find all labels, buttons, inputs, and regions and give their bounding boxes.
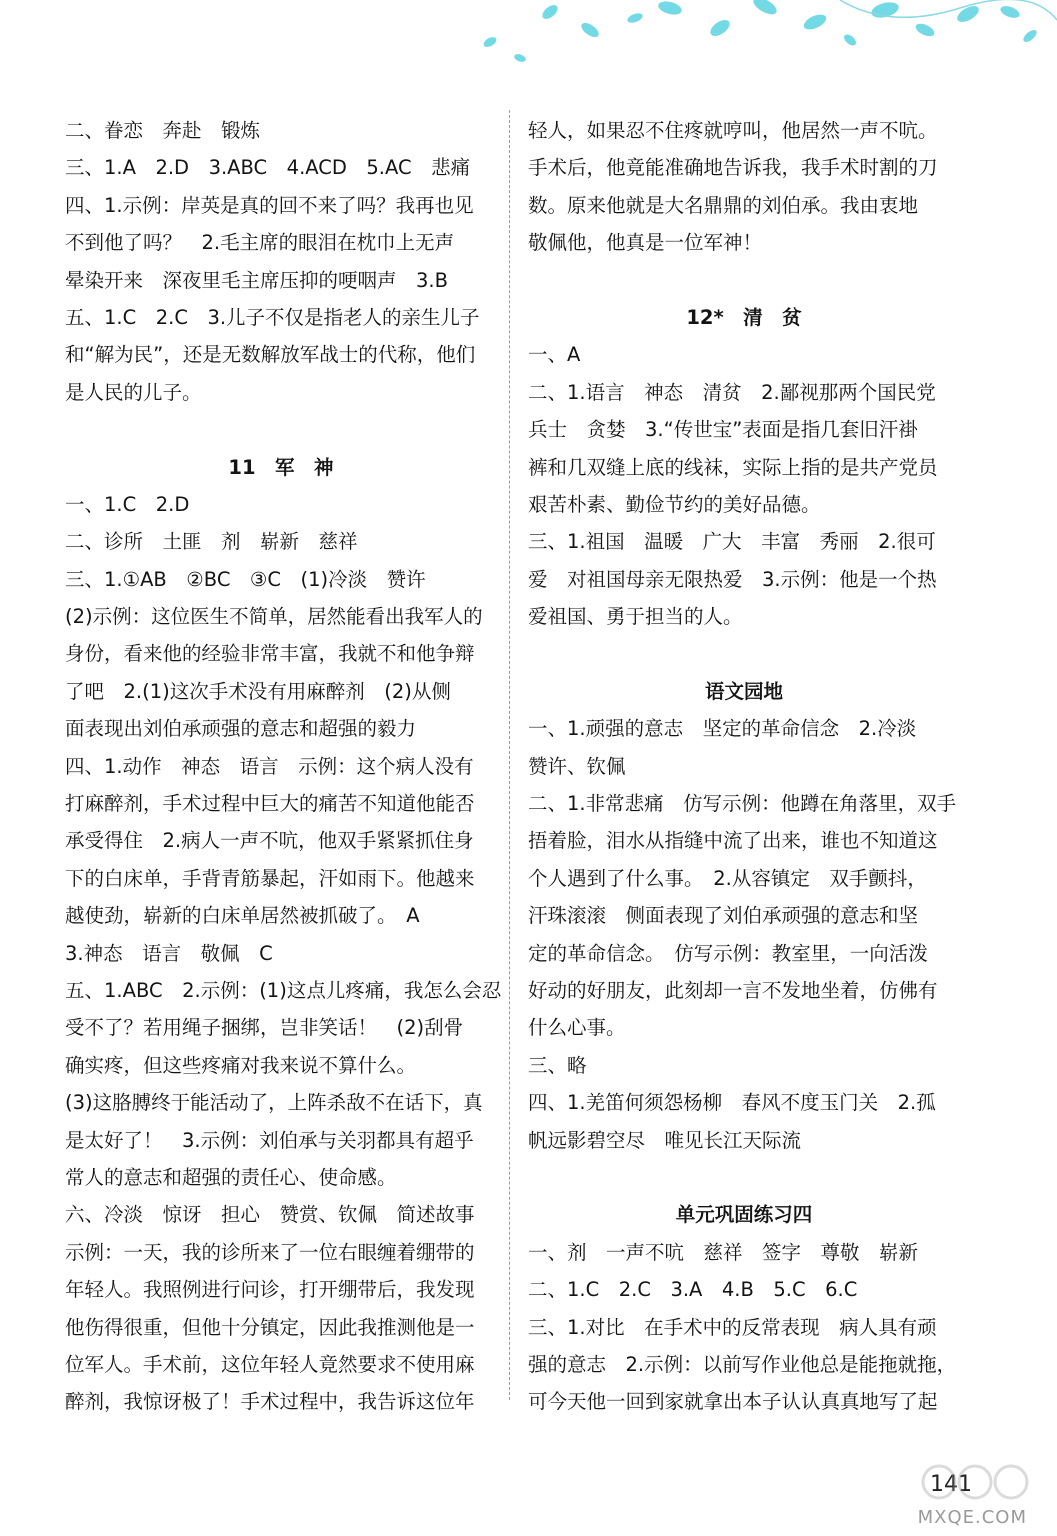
section-heading: 11 军 神 bbox=[228, 455, 334, 479]
answer-line: 帆远影碧空尽 唯见长江天际流 bbox=[528, 1128, 802, 1152]
answer-line: 爱祖国、勇于担当的人。 bbox=[528, 605, 743, 629]
answer-line: 是太好了！ 3.示例：刘伯承与关羽都具有超乎 bbox=[65, 1128, 474, 1152]
page-number: 141 bbox=[930, 1472, 972, 1497]
leaf-decoration-icon bbox=[420, 0, 1057, 80]
answer-line: 受不了？若用绳子捆绑，岂非笑话！ (2)刮骨 bbox=[65, 1016, 464, 1040]
answer-line: 了吧 2.(1)这次手术没有用麻醉剂 (2)从侧 bbox=[65, 679, 451, 703]
answer-line: 醉剂，我惊讶极了！手术过程中，我告诉这位年 bbox=[65, 1390, 475, 1414]
answer-line: 轻人，如果忍不住疼就哼叫，他居然一声不吭。 bbox=[528, 119, 938, 142]
answer-line: 不到他了吗？ 2.毛主席的眼泪在枕巾上无声 bbox=[65, 231, 455, 255]
answer-line: 捂着脸，泪水从指缝中流了出来，谁也不知道这 bbox=[528, 829, 938, 853]
answer-line: 一、剂 一声不吭 慈祥 签字 尊敬 崭新 bbox=[528, 1240, 919, 1264]
answer-line: 3.神态 语言 敬佩 C bbox=[65, 941, 273, 965]
answer-line: 定的革命信念。 仿写示例：教室里，一向活泼 bbox=[528, 941, 928, 965]
answer-line: 五、1.ABC 2.示例：(1)这点儿疼痛，我怎么会忍 bbox=[65, 978, 502, 1002]
answer-line: 越使劲，崭新的白床单居然被抓破了。 A bbox=[65, 904, 420, 928]
answer-line: 敬佩他，他真是一位军神！ bbox=[528, 231, 763, 255]
answer-line: 艰苦朴素、勤俭节约的美好品德。 bbox=[528, 492, 821, 516]
answer-line: 是人民的儿子。 bbox=[65, 380, 202, 404]
answer-line: 三、1.①AB ②BC ③C (1)冷淡 赞许 bbox=[65, 567, 426, 591]
answer-line: (3)这胳膊终于能活动了，上阵杀敌不在话下，真 bbox=[65, 1091, 483, 1115]
right-column bbox=[528, 112, 960, 1421]
answer-line: 三、略 bbox=[528, 1053, 587, 1077]
answer-line: 五、1.C 2.C 3.儿子不仅是指老人的亲生儿子 bbox=[65, 305, 480, 329]
answer-line: 面表现出刘伯承顽强的意志和超强的毅力 bbox=[65, 717, 417, 741]
answer-line: (2)示例：这位医生不简单，居然能看出我军人的 bbox=[65, 605, 483, 629]
watermark-text: MXQE.COM bbox=[917, 1507, 1027, 1528]
answer-line: 一、A bbox=[528, 343, 581, 367]
answer-line: 二、眷恋 奔赴 锻炼 bbox=[65, 119, 261, 142]
answer-line: 二、1.C 2.C 3.A 4.B 5.C 6.C bbox=[528, 1278, 858, 1302]
answer-line: 六、冷淡 惊讶 担心 赞赏、钦佩 简述故事 bbox=[65, 1203, 475, 1227]
section-heading: 12* 清 贫 bbox=[686, 305, 802, 329]
answer-line: 好动的好朋友，此刻却一言不发地坐着，仿佛有 bbox=[528, 978, 938, 1002]
answer-line: 三、1.A 2.D 3.ABC 4.ACD 5.AC 悲痛 bbox=[65, 156, 471, 180]
answer-line: 可今天他一回到家就拿出本子认认真真地写了起 bbox=[528, 1390, 938, 1414]
answer-line: 下的白床单，手背青筋暴起，汗如雨下。他越来 bbox=[65, 866, 475, 890]
answer-line: 赞许、钦佩 bbox=[528, 754, 626, 778]
answer-line: 二、1.语言 神态 清贫 2.鄙视那两个国民党 bbox=[528, 380, 936, 404]
section-spacer bbox=[528, 262, 960, 299]
answer-line: 常人的意志和超强的责任心、使命感。 bbox=[65, 1165, 397, 1189]
answer-line: 个人遇到了什么事。 2.从容镇定 双手颤抖， bbox=[528, 866, 927, 890]
answer-line: 裤和几双缝上底的线袜，实际上指的是共产党员 bbox=[528, 455, 938, 479]
answer-line: 身份，看来他的经验非常丰富，我就不和他争辩 bbox=[65, 642, 475, 666]
answer-line: 汗珠滚滚 侧面表现了刘伯承顽强的意志和坚 bbox=[528, 904, 919, 928]
answer-line: 四、1.羌笛何须怨杨柳 春风不度玉门关 2.孤 bbox=[528, 1091, 936, 1115]
section-spacer bbox=[65, 411, 497, 448]
column-divider bbox=[509, 110, 510, 1400]
section-spacer bbox=[528, 1159, 960, 1196]
answer-line: 手术后，他竟能准确地告诉我，我手术时割的刀 bbox=[528, 156, 938, 180]
section-heading: 语文园地 bbox=[704, 679, 783, 703]
answer-line: 位军人。手术前，这位年轻人竟然要求不使用麻 bbox=[65, 1352, 475, 1376]
section-spacer bbox=[528, 635, 960, 672]
answer-line: 他伤得很重，但他十分镇定，因此我推测他是一 bbox=[65, 1315, 475, 1339]
answer-line: 一、1.C 2.D bbox=[65, 492, 190, 516]
answer-line: 承受得住 2.病人一声不吭，他双手紧紧抓住身 bbox=[65, 829, 474, 853]
answer-line: 晕染开来 深夜里毛主席压抑的哽咽声 3.B bbox=[65, 268, 448, 292]
answer-line: 三、1.对比 在手术中的反常表现 病人具有顽 bbox=[528, 1315, 937, 1339]
answer-line: 爱 对祖国母亲无限热爱 3.示例：他是一个热 bbox=[528, 567, 937, 591]
answer-line: 二、1.非常悲痛 仿写示例：他蹲在角落里，双手 bbox=[528, 792, 957, 816]
answer-line: 一、1.顽强的意志 坚定的革命信念 2.冷淡 bbox=[528, 717, 917, 741]
left-column bbox=[65, 112, 502, 1421]
answer-line: 兵士 贪婪 3.“传世宝”表面是指几套旧汗褂 bbox=[528, 418, 918, 442]
answer-line: 什么心事。 bbox=[528, 1016, 626, 1040]
answer-line: 和“解为民”，还是无数解放军战士的代称，他们 bbox=[65, 343, 476, 367]
answer-line: 打麻醉剂，手术过程中巨大的痛苦不知道他能否 bbox=[65, 792, 475, 816]
answer-line: 示例：一天，我的诊所来了一位右眼缠着绷带的 bbox=[65, 1240, 475, 1264]
answer-line: 三、1.祖国 温暖 广大 丰富 秀丽 2.很可 bbox=[528, 530, 936, 554]
answer-line: 年轻人。我照例进行问诊，打开绷带后，我发现 bbox=[65, 1278, 475, 1302]
answer-line: 强的意志 2.示例：以前写作业他总是能拖就拖， bbox=[528, 1352, 957, 1376]
answer-line: 四、1.示例：岸英是真的回不来了吗？我再也见 bbox=[65, 193, 474, 217]
section-heading: 单元巩固练习四 bbox=[675, 1203, 813, 1227]
answer-line: 四、1.动作 神态 语言 示例：这个病人没有 bbox=[65, 754, 474, 778]
answer-line: 数。原来他就是大名鼎鼎的刘伯承。我由衷地 bbox=[528, 193, 919, 217]
answer-line: 确实疼，但这些疼痛对我来说不算什么。 bbox=[65, 1053, 417, 1077]
answer-line: 二、诊所 土匪 剂 崭新 慈祥 bbox=[65, 530, 358, 554]
